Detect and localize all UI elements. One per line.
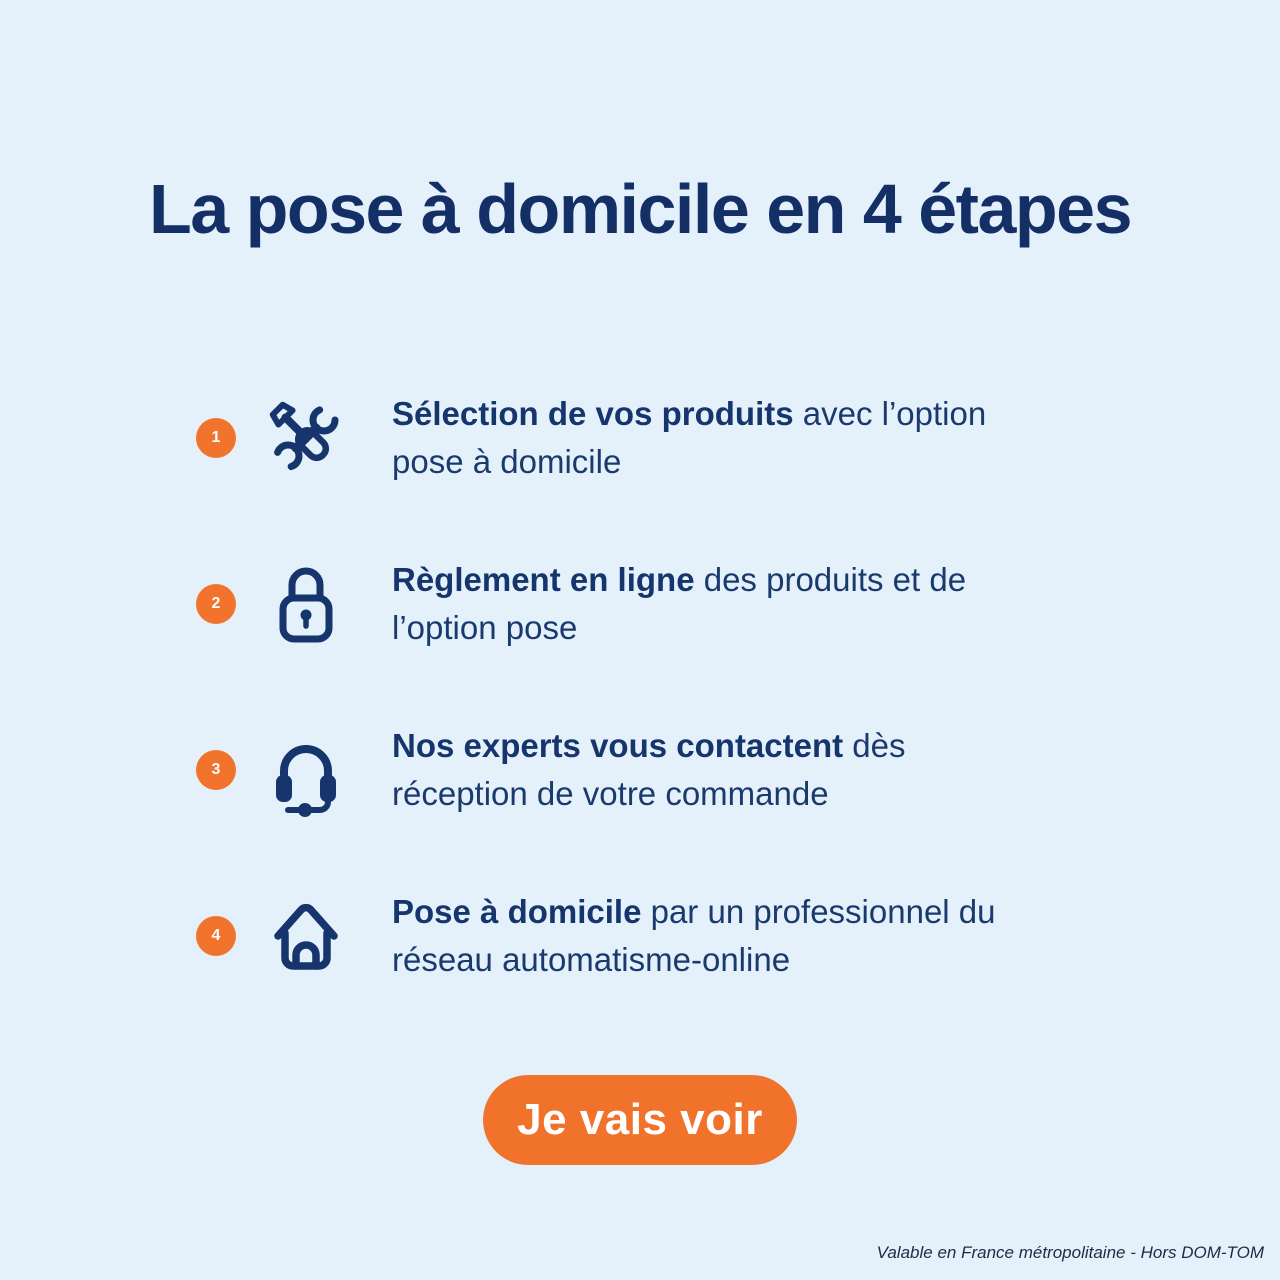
- step-1-text-bold: Sélection de vos produits: [392, 395, 794, 432]
- step-2-text-bold: Règlement en ligne: [392, 561, 695, 598]
- step-4-number-badge: 4: [196, 916, 236, 956]
- lock-icon: [258, 556, 354, 652]
- step-1: [196, 387, 1122, 489]
- step-3-text-line2: réception de votre commande: [392, 775, 829, 812]
- tools-icon: [258, 390, 354, 486]
- step-2: [196, 553, 1122, 655]
- cta-button[interactable]: Je vais voir: [483, 1075, 797, 1165]
- step-4-text: [392, 888, 1122, 984]
- step-1-text-line2: pose à domicile: [392, 443, 622, 480]
- step-1-number-badge: 1: [196, 418, 236, 458]
- steps-list: [196, 387, 1122, 1051]
- step-4: [196, 885, 1122, 987]
- step-1-text-rest: avec l’option: [793, 395, 987, 432]
- step-3-text: [392, 722, 1122, 818]
- footnote-text: Valable en France métropolitaine - Hors DOM-TOM: [876, 1243, 1264, 1262]
- step-4-text-rest: par un professionnel du: [641, 893, 996, 930]
- step-3: [196, 719, 1122, 821]
- page-title: La pose à domicile en 4 étapes: [148, 170, 1132, 248]
- step-2-text-rest: des produits et de: [694, 561, 967, 598]
- step-1-text: [392, 390, 1122, 486]
- step-4-text-line2: réseau automatisme-online: [392, 941, 791, 978]
- step-2-text-line2: l’option pose: [392, 609, 578, 646]
- headset-icon: [258, 722, 354, 818]
- home-icon: [258, 888, 354, 984]
- step-2-number-badge: 2: [196, 584, 236, 624]
- step-3-text-bold: Nos experts vous contactent: [392, 727, 844, 764]
- step-2-text: [392, 556, 1122, 652]
- step-3-number-badge: 3: [196, 750, 236, 790]
- step-4-text-bold: Pose à domicile: [392, 893, 642, 930]
- step-3-text-rest: dès: [843, 727, 906, 764]
